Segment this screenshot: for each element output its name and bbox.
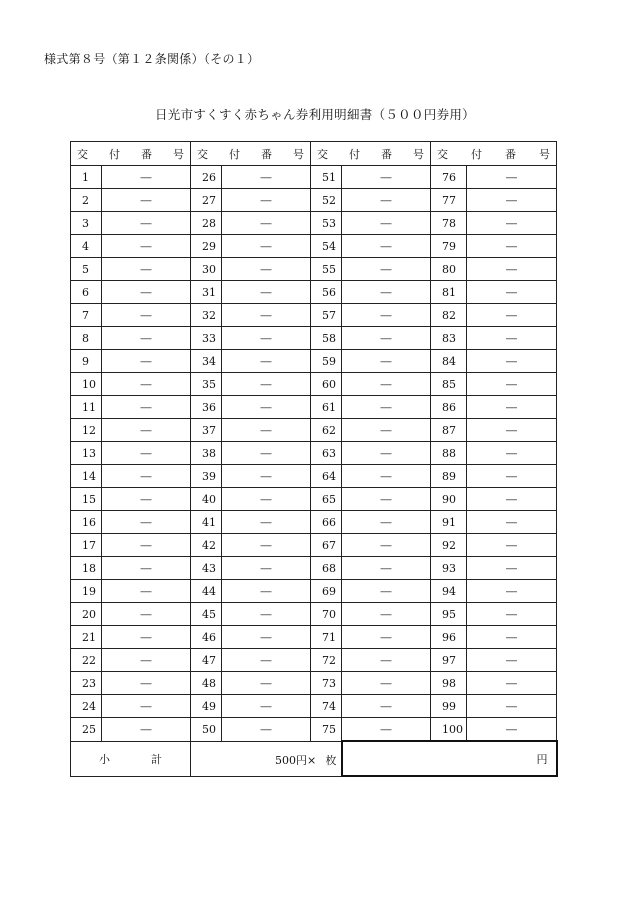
voucher-entry[interactable]: ― [102, 695, 191, 718]
voucher-entry[interactable]: ― [222, 419, 311, 442]
voucher-entry[interactable]: ― [342, 695, 431, 718]
voucher-entry[interactable]: ― [102, 396, 191, 419]
voucher-number: 76 [431, 166, 467, 189]
voucher-number: 34 [191, 350, 222, 373]
voucher-entry[interactable]: ― [467, 534, 557, 557]
subtotal-formula: 500円× 枚 [191, 741, 342, 776]
voucher-entry[interactable]: ― [102, 235, 191, 258]
table-row [71, 465, 557, 488]
voucher-number: 43 [191, 557, 222, 580]
form-number: 様式第８号（第１２条関係）（その１） [44, 52, 260, 66]
table-row [71, 327, 557, 350]
voucher-entry[interactable]: ― [342, 166, 431, 189]
voucher-entry[interactable]: ― [342, 442, 431, 465]
table-row [71, 281, 557, 304]
subtotal-amount-field[interactable] [342, 741, 557, 776]
voucher-entry[interactable]: ― [222, 212, 311, 235]
voucher-number: 33 [191, 327, 222, 350]
voucher-number: 87 [431, 419, 467, 442]
voucher-number: 5 [71, 258, 102, 281]
voucher-entry[interactable]: ― [102, 603, 191, 626]
voucher-number: 80 [431, 258, 467, 281]
voucher-number: 58 [311, 327, 342, 350]
voucher-entry[interactable]: ― [102, 419, 191, 442]
voucher-number: 20 [71, 603, 102, 626]
voucher-number: 36 [191, 396, 222, 419]
voucher-number: 78 [431, 212, 467, 235]
voucher-entry[interactable]: ― [222, 718, 311, 742]
voucher-number: 77 [431, 189, 467, 212]
voucher-number: 22 [71, 649, 102, 672]
voucher-entry[interactable]: ― [467, 488, 557, 511]
voucher-number: 6 [71, 281, 102, 304]
voucher-number: 96 [431, 626, 467, 649]
voucher-entry[interactable]: ― [102, 626, 191, 649]
voucher-entry[interactable]: ― [342, 235, 431, 258]
voucher-entry[interactable]: ― [102, 373, 191, 396]
voucher-entry[interactable]: ― [467, 580, 557, 603]
voucher-number: 84 [431, 350, 467, 373]
voucher-entry[interactable]: ― [342, 465, 431, 488]
voucher-entry[interactable]: ― [102, 718, 191, 742]
voucher-entry[interactable]: ― [467, 235, 557, 258]
voucher-entry[interactable]: ― [342, 396, 431, 419]
voucher-entry[interactable]: ― [102, 442, 191, 465]
voucher-number: 27 [191, 189, 222, 212]
voucher-entry[interactable]: ― [467, 419, 557, 442]
voucher-entry[interactable]: ― [467, 649, 557, 672]
voucher-number: 51 [311, 166, 342, 189]
voucher-number: 31 [191, 281, 222, 304]
voucher-number: 11 [71, 396, 102, 419]
table-row [71, 718, 557, 742]
voucher-entry[interactable]: ― [222, 603, 311, 626]
voucher-entry[interactable]: ― [222, 695, 311, 718]
voucher-entry[interactable]: ― [342, 511, 431, 534]
voucher-entry[interactable]: ― [222, 465, 311, 488]
voucher-number: 81 [431, 281, 467, 304]
table-row [71, 189, 557, 212]
voucher-number: 7 [71, 304, 102, 327]
voucher-entry[interactable]: ― [102, 304, 191, 327]
table-row [71, 695, 557, 718]
voucher-number: 9 [71, 350, 102, 373]
table-row [71, 580, 557, 603]
voucher-entry[interactable]: ― [467, 603, 557, 626]
voucher-entry[interactable]: ― [102, 534, 191, 557]
voucher-entry[interactable]: ― [222, 396, 311, 419]
voucher-entry[interactable]: ― [222, 626, 311, 649]
voucher-number: 24 [71, 695, 102, 718]
voucher-number: 4 [71, 235, 102, 258]
column-header: 交 付 番 号 [431, 142, 557, 166]
voucher-entry[interactable]: ― [222, 304, 311, 327]
voucher-number: 40 [191, 488, 222, 511]
table-row [71, 212, 557, 235]
table-row [71, 166, 557, 189]
voucher-entry[interactable]: ― [342, 626, 431, 649]
voucher-entry[interactable]: ― [467, 557, 557, 580]
voucher-entry[interactable]: ― [102, 580, 191, 603]
voucher-entry[interactable]: ― [467, 695, 557, 718]
voucher-number: 93 [431, 557, 467, 580]
voucher-entry[interactable]: ― [222, 327, 311, 350]
voucher-number: 50 [191, 718, 222, 742]
voucher-number: 91 [431, 511, 467, 534]
voucher-entry[interactable]: ― [342, 649, 431, 672]
voucher-number: 88 [431, 442, 467, 465]
voucher-number: 29 [191, 235, 222, 258]
table-row [71, 649, 557, 672]
voucher-entry[interactable]: ― [222, 488, 311, 511]
voucher-number: 23 [71, 672, 102, 695]
voucher-number: 17 [71, 534, 102, 557]
voucher-entry[interactable]: ― [467, 442, 557, 465]
voucher-number: 32 [191, 304, 222, 327]
voucher-entry[interactable]: ― [467, 465, 557, 488]
yen-unit: 円 [536, 752, 548, 766]
voucher-entry[interactable]: ― [222, 373, 311, 396]
table-row [71, 373, 557, 396]
voucher-entry[interactable]: ― [342, 557, 431, 580]
voucher-number: 13 [71, 442, 102, 465]
voucher-number: 62 [311, 419, 342, 442]
voucher-entry[interactable]: ― [222, 235, 311, 258]
voucher-number: 19 [71, 580, 102, 603]
voucher-entry[interactable]: ― [467, 189, 557, 212]
voucher-number: 53 [311, 212, 342, 235]
voucher-entry[interactable]: ― [342, 350, 431, 373]
voucher-number: 18 [71, 557, 102, 580]
voucher-entry[interactable]: ― [342, 534, 431, 557]
column-header: 交 付 番 号 [191, 142, 311, 166]
voucher-number: 73 [311, 672, 342, 695]
voucher-number: 79 [431, 235, 467, 258]
voucher-number: 39 [191, 465, 222, 488]
voucher-number: 52 [311, 189, 342, 212]
voucher-number: 45 [191, 603, 222, 626]
voucher-number: 8 [71, 327, 102, 350]
voucher-number: 44 [191, 580, 222, 603]
voucher-number: 2 [71, 189, 102, 212]
voucher-number: 12 [71, 419, 102, 442]
voucher-entry[interactable]: ― [342, 212, 431, 235]
voucher-entry[interactable]: ― [342, 580, 431, 603]
voucher-entry[interactable]: ― [342, 488, 431, 511]
voucher-number: 97 [431, 649, 467, 672]
subtotal-label: 小 計 [71, 741, 191, 776]
voucher-entry[interactable]: ― [467, 327, 557, 350]
voucher-number: 21 [71, 626, 102, 649]
voucher-entry[interactable]: ― [102, 672, 191, 695]
voucher-number: 98 [431, 672, 467, 695]
voucher-ledger-table [70, 141, 558, 777]
voucher-entry[interactable]: ― [222, 672, 311, 695]
voucher-number: 41 [191, 511, 222, 534]
voucher-entry[interactable]: ― [467, 718, 557, 742]
voucher-entry[interactable]: ― [222, 258, 311, 281]
voucher-number: 63 [311, 442, 342, 465]
voucher-number: 83 [431, 327, 467, 350]
voucher-number: 48 [191, 672, 222, 695]
table-row [71, 350, 557, 373]
voucher-number: 99 [431, 695, 467, 718]
voucher-entry[interactable]: ― [342, 304, 431, 327]
voucher-number: 56 [311, 281, 342, 304]
voucher-entry[interactable]: ― [467, 212, 557, 235]
voucher-entry[interactable]: ― [342, 327, 431, 350]
voucher-entry[interactable]: ― [342, 419, 431, 442]
voucher-number: 92 [431, 534, 467, 557]
voucher-entry[interactable]: ― [467, 281, 557, 304]
voucher-entry[interactable]: ― [342, 373, 431, 396]
voucher-entry[interactable]: ― [467, 511, 557, 534]
voucher-entry[interactable]: ― [102, 557, 191, 580]
voucher-number: 60 [311, 373, 342, 396]
voucher-number: 61 [311, 396, 342, 419]
voucher-entry[interactable]: ― [342, 258, 431, 281]
voucher-number: 16 [71, 511, 102, 534]
voucher-entry[interactable]: ― [222, 534, 311, 557]
voucher-entry[interactable]: ― [102, 189, 191, 212]
table-row [71, 235, 557, 258]
table-row [71, 442, 557, 465]
voucher-entry[interactable]: ― [222, 350, 311, 373]
voucher-number: 82 [431, 304, 467, 327]
table-row [71, 511, 557, 534]
voucher-number: 55 [311, 258, 342, 281]
voucher-number: 14 [71, 465, 102, 488]
voucher-entry[interactable]: ― [222, 649, 311, 672]
voucher-number: 71 [311, 626, 342, 649]
voucher-number: 35 [191, 373, 222, 396]
voucher-number: 74 [311, 695, 342, 718]
voucher-number: 72 [311, 649, 342, 672]
voucher-number: 95 [431, 603, 467, 626]
voucher-entry[interactable]: ― [102, 350, 191, 373]
voucher-entry[interactable]: ― [467, 166, 557, 189]
table-row [71, 488, 557, 511]
voucher-entry[interactable]: ― [102, 258, 191, 281]
voucher-entry[interactable]: ― [222, 557, 311, 580]
voucher-number: 100 [431, 718, 467, 742]
voucher-entry[interactable]: ― [102, 649, 191, 672]
voucher-number: 69 [311, 580, 342, 603]
voucher-entry[interactable]: ― [102, 212, 191, 235]
voucher-number: 25 [71, 718, 102, 742]
subtotal-row [71, 741, 557, 776]
voucher-number: 89 [431, 465, 467, 488]
column-header: 交 付 番 号 [311, 142, 431, 166]
voucher-entry[interactable]: ― [467, 373, 557, 396]
voucher-number: 68 [311, 557, 342, 580]
voucher-entry[interactable]: ― [467, 350, 557, 373]
voucher-number: 70 [311, 603, 342, 626]
voucher-number: 66 [311, 511, 342, 534]
voucher-number: 47 [191, 649, 222, 672]
voucher-entry[interactable]: ― [222, 442, 311, 465]
voucher-number: 67 [311, 534, 342, 557]
voucher-entry[interactable]: ― [467, 672, 557, 695]
table-row [71, 557, 557, 580]
voucher-entry[interactable]: ― [342, 603, 431, 626]
voucher-entry[interactable]: ― [222, 189, 311, 212]
voucher-number: 15 [71, 488, 102, 511]
voucher-entry[interactable]: ― [102, 511, 191, 534]
voucher-number: 42 [191, 534, 222, 557]
table-row [71, 304, 557, 327]
voucher-entry[interactable]: ― [222, 580, 311, 603]
voucher-entry[interactable]: ― [102, 488, 191, 511]
table-row [71, 419, 557, 442]
voucher-entry[interactable]: ― [467, 304, 557, 327]
table-row [71, 258, 557, 281]
table-row [71, 396, 557, 419]
header-row [71, 142, 557, 166]
voucher-entry[interactable]: ― [342, 672, 431, 695]
voucher-number: 90 [431, 488, 467, 511]
voucher-number: 38 [191, 442, 222, 465]
table-row [71, 603, 557, 626]
voucher-entry[interactable]: ― [342, 281, 431, 304]
voucher-number: 1 [71, 166, 102, 189]
voucher-entry[interactable]: ― [102, 327, 191, 350]
column-header: 交 付 番 号 [71, 142, 191, 166]
voucher-number: 85 [431, 373, 467, 396]
voucher-entry[interactable]: ― [102, 166, 191, 189]
voucher-number: 3 [71, 212, 102, 235]
table-row [71, 626, 557, 649]
voucher-entry[interactable]: ― [342, 718, 431, 742]
voucher-entry[interactable]: ― [467, 258, 557, 281]
document-title: 日光市すくすく赤ちゃん券利用明細書（５００円券用） [154, 107, 475, 122]
voucher-number: 86 [431, 396, 467, 419]
voucher-number: 10 [71, 373, 102, 396]
voucher-number: 75 [311, 718, 342, 742]
voucher-number: 26 [191, 166, 222, 189]
voucher-entry[interactable]: ― [467, 626, 557, 649]
voucher-number: 64 [311, 465, 342, 488]
voucher-number: 94 [431, 580, 467, 603]
voucher-number: 59 [311, 350, 342, 373]
voucher-entry[interactable]: ― [222, 281, 311, 304]
voucher-entry[interactable]: ― [222, 511, 311, 534]
table-row [71, 534, 557, 557]
voucher-entry[interactable]: ― [342, 189, 431, 212]
voucher-entry[interactable]: ― [467, 396, 557, 419]
voucher-number: 46 [191, 626, 222, 649]
voucher-entry[interactable]: ― [102, 281, 191, 304]
voucher-number: 54 [311, 235, 342, 258]
voucher-entry[interactable]: ― [222, 166, 311, 189]
voucher-number: 49 [191, 695, 222, 718]
voucher-entry[interactable]: ― [102, 465, 191, 488]
voucher-number: 30 [191, 258, 222, 281]
voucher-number: 37 [191, 419, 222, 442]
voucher-number: 57 [311, 304, 342, 327]
voucher-number: 65 [311, 488, 342, 511]
voucher-number: 28 [191, 212, 222, 235]
table-row [71, 672, 557, 695]
